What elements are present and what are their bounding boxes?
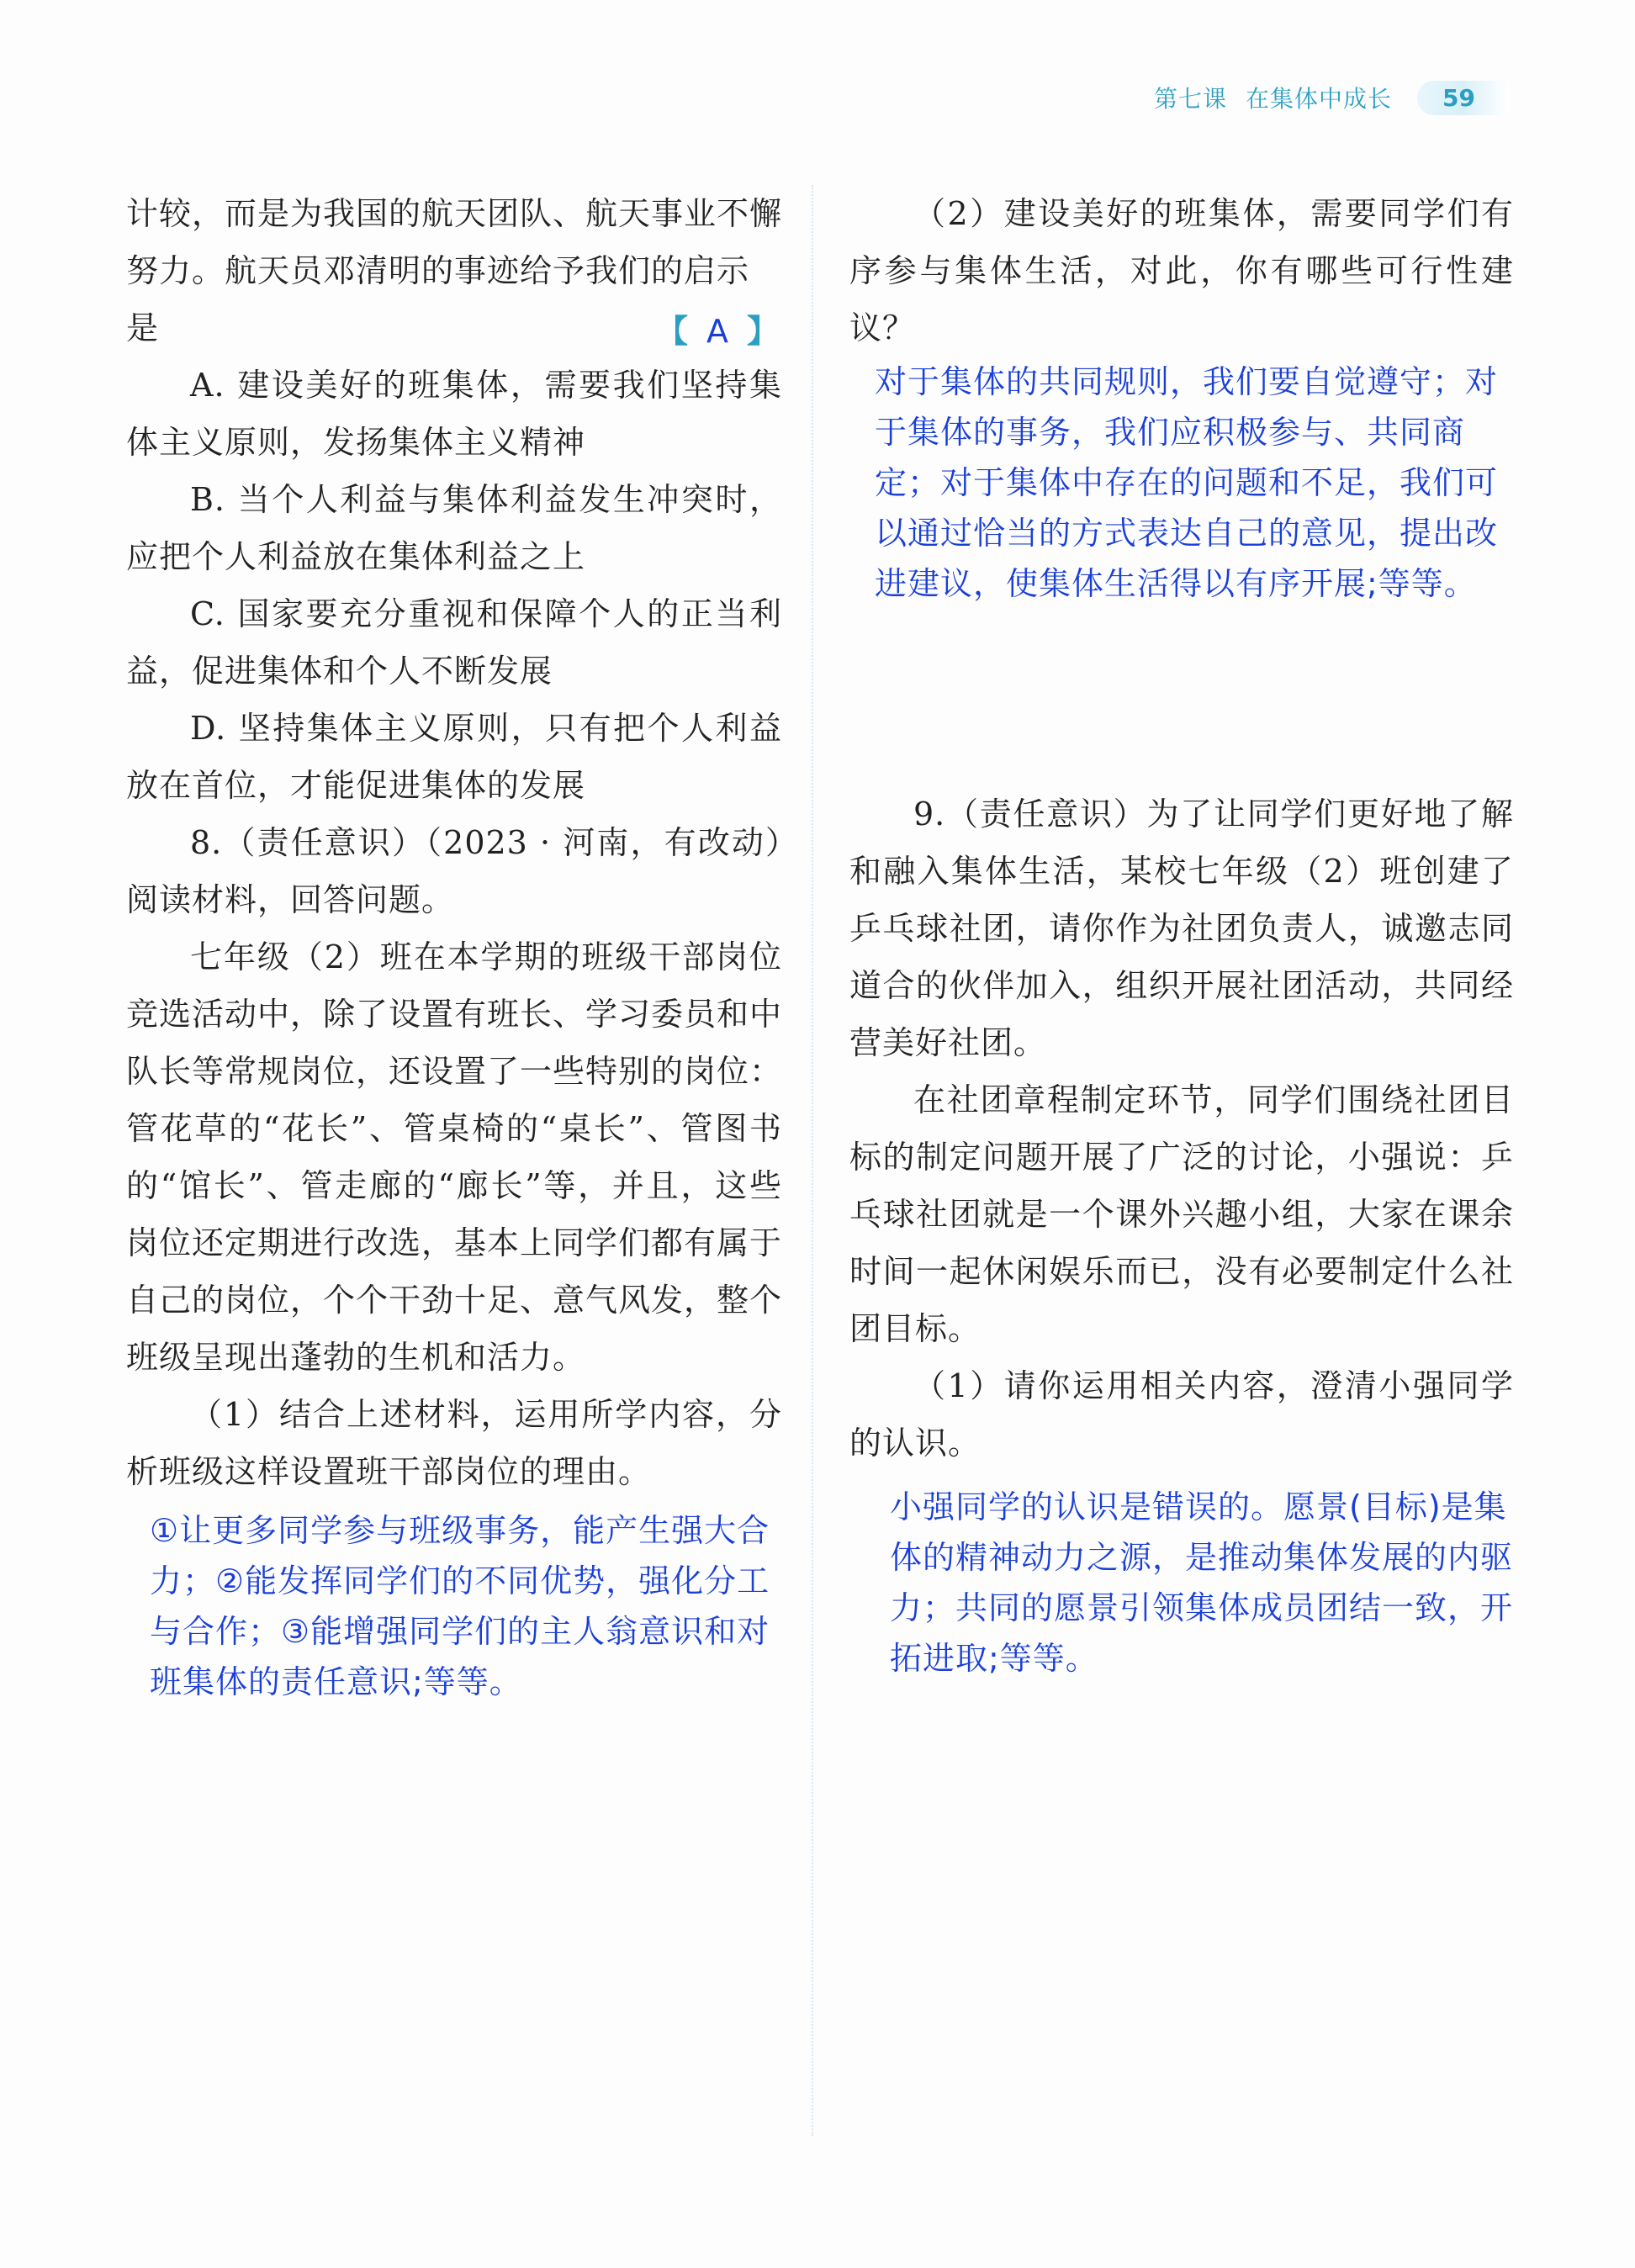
question-8-sub-2: （2）建设美好的班集体，需要同学们有序参与集体生活，对此，你有哪些可行性建议？ (849, 195, 1514, 346)
column-divider (812, 185, 813, 2136)
question-9-title: 9.（责任意识）为了让同学们更好地了解和融入集体生活，某校七年级（2）班创建了乒乓球社团，请你作为社团负责人，诚邀志同道合的伙伴加入，组织开展社团活动，共同经营美好社团。 (849, 796, 1514, 1061)
answer-bracket (656, 305, 779, 352)
question-9-answer-1: 小强同学的认识是错误的。愿景(目标)是集体的精神动力之源，是推动集体发展的内驱力；共同的愿景引领集体成员团结一致，开拓进取;等等。 (890, 1488, 1514, 1677)
question-9-sub-1: （1）请你运用相关内容，澄清小强同学的认识。 (849, 1367, 1514, 1462)
intro-line-2: 努力。航天员邓清明的事迹给予我们的启示 (126, 252, 750, 289)
option-c: C. 国家要充分重视和保障个人的正当利益，促进集体和个人不断发展 (126, 595, 782, 690)
question-8-answer-1: ①让更多同学参与班级事务，能产生强大合力；②能发挥同学们的不同优势，强化分工与合作；③能增强同学们的主人翁意识和对班集体的责任意识;等等。 (150, 1512, 770, 1700)
question-8-title: 8.（责任意识）（2023 · 河南，有改动）阅读材料，回答问题。 (126, 824, 782, 918)
header-lesson: 第七课 (1154, 85, 1228, 113)
intro-line-1: 计较，而是为我国的航天团队、航天事业不懈 (126, 195, 783, 232)
right-column (849, 185, 1514, 1684)
bracket-close: 】 (746, 312, 779, 350)
intro-line-3-text: 是 (126, 309, 160, 346)
question-8-answer-2: 对于集体的共同规则，我们要自觉遵守；对于集体的事务，我们应积极参与、共同商定；对于集体中存在的问题和不足，我们可以通过恰当的方式表达自己的意见，提出改进建议，使集体生活得以有序开展;等等。 (875, 363, 1499, 602)
option-a: A. 建设美好的班集体，需要我们坚持集体主义原则，发扬集体主义精神 (126, 367, 782, 461)
option-d: D. 坚持集体主义原则，只有把个人利益放在首位，才能促进集体的发展 (126, 710, 782, 804)
question-8-sub-1: （1）结合上述材料，运用所学内容，分析班级这样设置班干部岗位的理由。 (126, 1396, 782, 1490)
question-8-material: 七年级（2）班在本学期的班级干部岗位竞选活动中，除了设置有班长、学习委员和中队长等常规岗位，还设置了一些特别的岗位：管花草的“花长”、管桌椅的“桌长”、管图书的“馆长”、管走廊的“廊长”等，并且，这些岗位还定期进行改选，基本上同学们都有属于自己的岗位，个个干劲十足、意气风发，整个班级呈现出蓬勃的生机和活力。 (126, 938, 783, 1376)
left-column (126, 185, 782, 1707)
page-header (1154, 77, 1509, 118)
option-b: B. 当个人利益与集体利益发生冲突时，应把个人利益放在集体利益之上 (126, 481, 782, 575)
answer-space (849, 609, 1514, 785)
bracket-open: 【 (655, 312, 688, 350)
question-9-material: 在社团章程制定环节，同学们围绕社团目标的制定问题开展了广泛的讨论，小强说：乒乓球社团就是一个课外兴趣小组，大家在课余时间一起休闲娱乐而已，没有必要制定什么社团目标。 (849, 1081, 1514, 1347)
header-title: 在集体中成长 (1246, 85, 1393, 113)
page-number: 59 (1417, 81, 1509, 115)
header-lesson-title (1154, 81, 1392, 114)
answer-letter: A (706, 312, 728, 350)
intro-line-3 (126, 299, 782, 357)
